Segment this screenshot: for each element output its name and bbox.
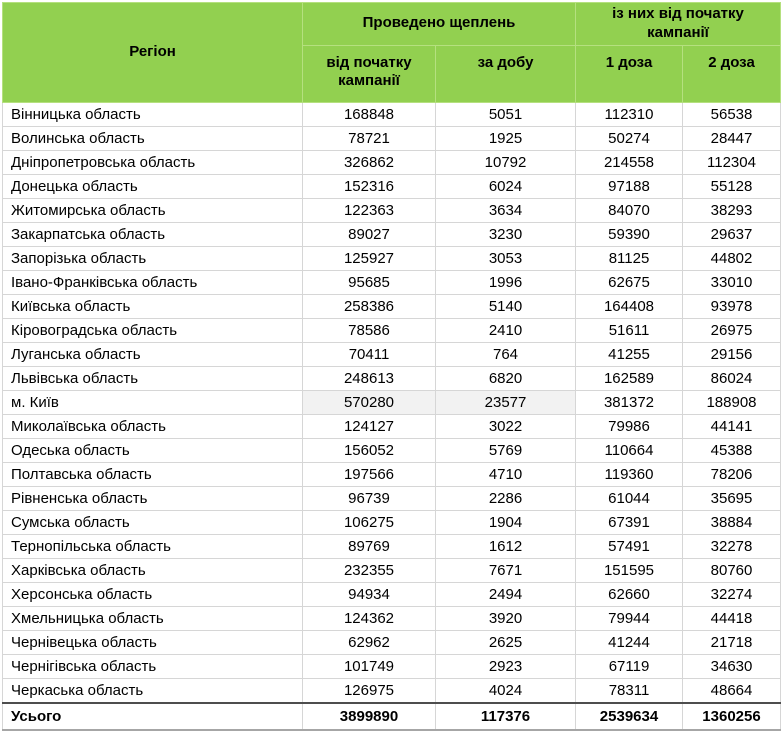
table-header <box>3 3 781 103</box>
region-cell: Чернівецька область <box>3 630 303 654</box>
value-cell: 112304 <box>683 150 781 174</box>
region-cell: Дніпропетровська область <box>3 150 303 174</box>
value-cell: 1925 <box>436 126 576 150</box>
table-footer <box>3 703 781 730</box>
table-row <box>3 270 781 294</box>
table-row <box>3 654 781 678</box>
table-row <box>3 606 781 630</box>
value-cell: 3230 <box>436 222 576 246</box>
value-cell: 34630 <box>683 654 781 678</box>
column-header-since-start: від початку кампанії <box>303 45 436 102</box>
value-cell: 764 <box>436 342 576 366</box>
value-cell: 89769 <box>303 534 436 558</box>
table-row <box>3 390 781 414</box>
header-group-row <box>3 3 781 46</box>
value-cell: 7671 <box>436 558 576 582</box>
region-cell: Херсонська область <box>3 582 303 606</box>
value-cell: 50274 <box>576 126 683 150</box>
value-cell: 61044 <box>576 486 683 510</box>
table-row <box>3 318 781 342</box>
region-cell: Тернопільська область <box>3 534 303 558</box>
column-header-dose-2: 2 доза <box>683 45 781 102</box>
column-group-since-start: із них від початку кампанії <box>576 3 781 46</box>
value-cell: 3022 <box>436 414 576 438</box>
value-cell: 78721 <box>303 126 436 150</box>
value-cell: 1904 <box>436 510 576 534</box>
value-cell: 38884 <box>683 510 781 534</box>
value-cell: 1612 <box>436 534 576 558</box>
value-cell: 41244 <box>576 630 683 654</box>
region-cell: Київська область <box>3 294 303 318</box>
region-cell: Житомирська область <box>3 198 303 222</box>
value-cell: 162589 <box>576 366 683 390</box>
region-cell: Миколаївська область <box>3 414 303 438</box>
column-header-dose-1: 1 доза <box>576 45 683 102</box>
total-row <box>3 703 781 730</box>
value-cell: 44418 <box>683 606 781 630</box>
value-cell: 214558 <box>576 150 683 174</box>
value-cell: 125927 <box>303 246 436 270</box>
table-row <box>3 510 781 534</box>
region-cell: м. Київ <box>3 390 303 414</box>
value-cell: 164408 <box>576 294 683 318</box>
value-cell: 21718 <box>683 630 781 654</box>
region-cell: Кіровоградська область <box>3 318 303 342</box>
column-header-region: Регіон <box>3 3 303 103</box>
value-cell: 124127 <box>303 414 436 438</box>
value-cell: 2286 <box>436 486 576 510</box>
region-cell: Чернігівська область <box>3 654 303 678</box>
value-cell: 56538 <box>683 102 781 126</box>
value-cell: 29637 <box>683 222 781 246</box>
value-cell: 78586 <box>303 318 436 342</box>
value-cell: 5140 <box>436 294 576 318</box>
value-cell: 3053 <box>436 246 576 270</box>
table-row <box>3 534 781 558</box>
table-row <box>3 150 781 174</box>
total-value-dose-2: 1360256 <box>683 703 781 730</box>
value-cell: 106275 <box>303 510 436 534</box>
value-cell: 6024 <box>436 174 576 198</box>
value-cell: 2410 <box>436 318 576 342</box>
table-row <box>3 198 781 222</box>
value-cell: 78311 <box>576 678 683 703</box>
region-cell: Хмельницька область <box>3 606 303 630</box>
value-cell: 232355 <box>303 558 436 582</box>
region-cell: Полтавська область <box>3 462 303 486</box>
table-row <box>3 174 781 198</box>
value-cell: 86024 <box>683 366 781 390</box>
value-cell: 67391 <box>576 510 683 534</box>
region-cell: Донецька область <box>3 174 303 198</box>
value-cell: 2625 <box>436 630 576 654</box>
region-cell: Луганська область <box>3 342 303 366</box>
total-value-since-start: 3899890 <box>303 703 436 730</box>
value-cell: 122363 <box>303 198 436 222</box>
value-cell: 151595 <box>576 558 683 582</box>
value-cell: 48664 <box>683 678 781 703</box>
region-cell: Запорізька область <box>3 246 303 270</box>
value-cell: 45388 <box>683 438 781 462</box>
value-cell: 81125 <box>576 246 683 270</box>
value-cell: 156052 <box>303 438 436 462</box>
region-cell: Вінницька область <box>3 102 303 126</box>
region-cell: Львівська область <box>3 366 303 390</box>
column-group-vaccinations: Проведено щеплень <box>303 3 576 46</box>
value-cell: 10792 <box>436 150 576 174</box>
region-cell: Рівненська область <box>3 486 303 510</box>
table-row <box>3 126 781 150</box>
region-cell: Харківська область <box>3 558 303 582</box>
table-row <box>3 558 781 582</box>
region-cell: Одеська область <box>3 438 303 462</box>
value-cell: 78206 <box>683 462 781 486</box>
table-row <box>3 438 781 462</box>
value-cell: 188908 <box>683 390 781 414</box>
vaccination-table <box>2 2 781 731</box>
value-cell: 110664 <box>576 438 683 462</box>
value-cell: 248613 <box>303 366 436 390</box>
value-cell: 119360 <box>576 462 683 486</box>
table-row <box>3 678 781 703</box>
value-cell: 79944 <box>576 606 683 630</box>
table-row <box>3 366 781 390</box>
value-cell: 41255 <box>576 342 683 366</box>
value-cell: 44141 <box>683 414 781 438</box>
value-cell: 96739 <box>303 486 436 510</box>
table-row <box>3 102 781 126</box>
total-label: Усього <box>3 703 303 730</box>
value-cell: 5769 <box>436 438 576 462</box>
value-cell: 3634 <box>436 198 576 222</box>
value-cell: 570280 <box>303 390 436 414</box>
value-cell: 51611 <box>576 318 683 342</box>
value-cell: 4024 <box>436 678 576 703</box>
value-cell: 84070 <box>576 198 683 222</box>
value-cell: 124362 <box>303 606 436 630</box>
table-row <box>3 294 781 318</box>
value-cell: 89027 <box>303 222 436 246</box>
value-cell: 55128 <box>683 174 781 198</box>
value-cell: 326862 <box>303 150 436 174</box>
value-cell: 258386 <box>303 294 436 318</box>
value-cell: 62660 <box>576 582 683 606</box>
value-cell: 23577 <box>436 390 576 414</box>
value-cell: 79986 <box>576 414 683 438</box>
value-cell: 2494 <box>436 582 576 606</box>
value-cell: 95685 <box>303 270 436 294</box>
total-value-per-day: 117376 <box>436 703 576 730</box>
region-cell: Сумська область <box>3 510 303 534</box>
value-cell: 93978 <box>683 294 781 318</box>
value-cell: 3920 <box>436 606 576 630</box>
value-cell: 44802 <box>683 246 781 270</box>
region-cell: Івано-Франківська область <box>3 270 303 294</box>
table-row <box>3 486 781 510</box>
region-cell: Волинська область <box>3 126 303 150</box>
value-cell: 94934 <box>303 582 436 606</box>
value-cell: 4710 <box>436 462 576 486</box>
value-cell: 112310 <box>576 102 683 126</box>
table-row <box>3 342 781 366</box>
table-body <box>3 102 781 703</box>
total-value-dose-1: 2539634 <box>576 703 683 730</box>
table-row <box>3 414 781 438</box>
value-cell: 57491 <box>576 534 683 558</box>
value-cell: 29156 <box>683 342 781 366</box>
value-cell: 32274 <box>683 582 781 606</box>
value-cell: 33010 <box>683 270 781 294</box>
value-cell: 70411 <box>303 342 436 366</box>
value-cell: 6820 <box>436 366 576 390</box>
value-cell: 97188 <box>576 174 683 198</box>
value-cell: 59390 <box>576 222 683 246</box>
value-cell: 381372 <box>576 390 683 414</box>
value-cell: 2923 <box>436 654 576 678</box>
value-cell: 67119 <box>576 654 683 678</box>
region-cell: Черкаська область <box>3 678 303 703</box>
table-row <box>3 582 781 606</box>
value-cell: 1996 <box>436 270 576 294</box>
value-cell: 168848 <box>303 102 436 126</box>
value-cell: 152316 <box>303 174 436 198</box>
value-cell: 62675 <box>576 270 683 294</box>
value-cell: 126975 <box>303 678 436 703</box>
value-cell: 101749 <box>303 654 436 678</box>
value-cell: 62962 <box>303 630 436 654</box>
table-row <box>3 630 781 654</box>
value-cell: 28447 <box>683 126 781 150</box>
table-row <box>3 462 781 486</box>
column-header-per-day: за добу <box>436 45 576 102</box>
value-cell: 35695 <box>683 486 781 510</box>
value-cell: 5051 <box>436 102 576 126</box>
table-row <box>3 222 781 246</box>
value-cell: 197566 <box>303 462 436 486</box>
table-row <box>3 246 781 270</box>
value-cell: 80760 <box>683 558 781 582</box>
value-cell: 38293 <box>683 198 781 222</box>
value-cell: 32278 <box>683 534 781 558</box>
value-cell: 26975 <box>683 318 781 342</box>
region-cell: Закарпатська область <box>3 222 303 246</box>
